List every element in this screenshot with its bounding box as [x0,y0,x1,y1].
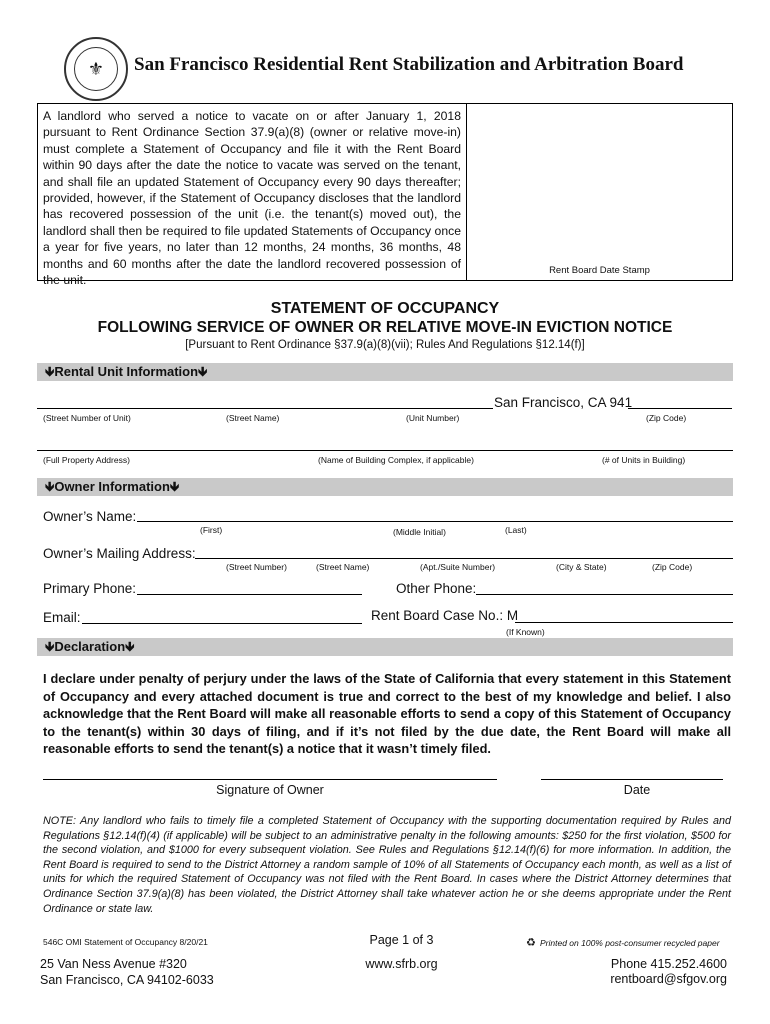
office-email[interactable]: rentboard@sfgov.org [610,972,727,986]
signature-label: Signature of Owner [216,783,324,797]
full-address-caption: (Full Property Address) [43,455,130,465]
intro-text: A landlord who served a notice to vacate on or after January 1, 2018 pursuant to Rent Ordinance Section 37.9(a)(8) (owner or relative move-in) must complete a Statement of Occupancy and file it with the Rent Board within 90 days after the date the notice to vacate was served on the tenant, and shall file an updated Statement of Occupancy every 90 days thereafter; provided, however, if the Statement of Occupancy discloses that the landlord has recovered possession of the unit (i.e. the tenant(s) moved out), the landlord shall then be required to file updated Statements of Occupancy once a year for five years, no later than 12 months, 24 months, 36 months, 48 months and 60 months after the date the landlord recovered possession of the unit. [43,109,461,288]
other-phone-field[interactable] [476,594,733,595]
zip-field[interactable] [628,408,732,409]
declaration-text: I declare under penalty of perjury under the laws of the State of California that every statement in this Statement of Occupancy and every attached document is true and correct to the best of my knowledge and belief. I also acknowledge that the Rent Board will make all reasonable efforts to send a copy of this Statement of Occupancy to the tenant(s) within 30 days of filing, and if it’s not filed by the due date, the Rent Board will make all reasonable efforts to send the tenant(s) a notice that it wasn’t timely filed. [43,671,731,756]
form-citation: [Pursuant to Rent Ordinance §37.9(a)(8)(vii); Rules And Regulations §12.14(f)] [185,339,585,351]
if-known-caption: (If Known) [506,627,545,637]
office-address-line1: 25 Van Ness Avenue #320 [40,957,187,971]
email-label: Email: [43,610,81,625]
middle-caption: (Middle Initial) [393,527,446,537]
date-stamp-label: Rent Board Date Stamp [549,265,650,276]
form-subtitle: FOLLOWING SERVICE OF OWNER OR RELATIVE MOVE-IN EVICTION NOTICE [97,319,673,336]
date-label: Date [623,783,651,797]
mail-street-name-caption: (Street Name) [316,562,370,572]
full-address-field[interactable] [37,450,733,451]
form-id: 546C OMI Statement of Occupancy 8/20/21 [43,937,208,947]
mailing-address-field[interactable] [195,558,733,559]
date-field[interactable] [541,779,723,780]
page-title: San Francisco Residential Rent Stabilization and Arbitration Board [134,54,684,75]
signature-field[interactable] [43,779,497,780]
street-name-caption: (Street Name) [226,413,280,423]
street-number-caption: (Street Number of Unit) [43,413,131,423]
city-prefix: San Francisco, CA 941 [494,395,633,410]
page-number: Page 1 of 3 [369,933,434,947]
case-number-field[interactable] [515,622,733,623]
owner-name-field[interactable] [137,521,733,522]
unit-address-field[interactable] [37,408,493,409]
website-link[interactable]: www.sfrb.org [365,957,438,971]
last-caption: (Last) [505,525,527,535]
owner-name-label: Owner’s Name: [43,509,137,524]
penalty-note: NOTE: Any landlord who fails to timely file a completed Statement of Occupancy with the supporting documentation required by Rules and Regulations §12.14(f)(4) (if applicable) will be subject to an administrative penalty in the following amounts: $250 for the first violation, $500 for the second violation, and $1000 for every subsequent violation. See Rules and Regulations §12.14(f)(6) for more information. In addition, the Rent Board is required to send to the District Attorney a random sample of 10% of all Statements of Occupancy each month, as well as a list of units for which the required Statement of Occupancy was not filed with the Rent Board. In cases where the District Attorney determines that Ordinance Section 37.9(a)(8) has been violated, the District Attorney shall take whatever action he or she deems appropriate under the Rent Ordinance or state law. [43,815,731,915]
other-phone-label: Other Phone: [396,581,477,596]
recycle-icon: ♻ [526,937,536,949]
section-owner: 🡻Owner Information🡻 [37,478,733,496]
section-declaration: 🡻Declaration🡻 [37,638,733,656]
units-count-caption: (# of Units in Building) [602,455,686,465]
form-title: STATEMENT OF OCCUPANCY [270,300,500,317]
recycled-note: Printed on 100% post-consumer recycled paper [540,938,720,948]
building-name-caption: (Name of Building Complex, if applicable) [318,455,474,465]
case-number-label: Rent Board Case No.: M [371,608,519,623]
mail-city-caption: (City & State) [556,562,607,572]
seal-icon: ⚜ [74,47,118,91]
first-caption: (First) [200,525,223,535]
office-address-line2: San Francisco, CA 94102-6033 [40,973,214,987]
mail-zip-caption: (Zip Code) [652,562,693,572]
section-rental-unit: 🡻Rental Unit Information🡻 [37,363,733,381]
unit-number-caption: (Unit Number) [406,413,460,423]
city-seal-logo [64,37,128,101]
primary-phone-field[interactable] [137,594,362,595]
primary-phone-label: Primary Phone: [43,581,137,596]
office-phone: Phone 415.252.4600 [610,957,727,971]
mail-apt-caption: (Apt./Suite Number) [420,562,496,572]
mailing-label: Owner’s Mailing Address: [43,546,196,561]
zip-caption: (Zip Code) [646,413,687,423]
mail-street-number-caption: (Street Number) [226,562,287,572]
email-field[interactable] [82,623,362,624]
intro-divider [466,103,467,281]
